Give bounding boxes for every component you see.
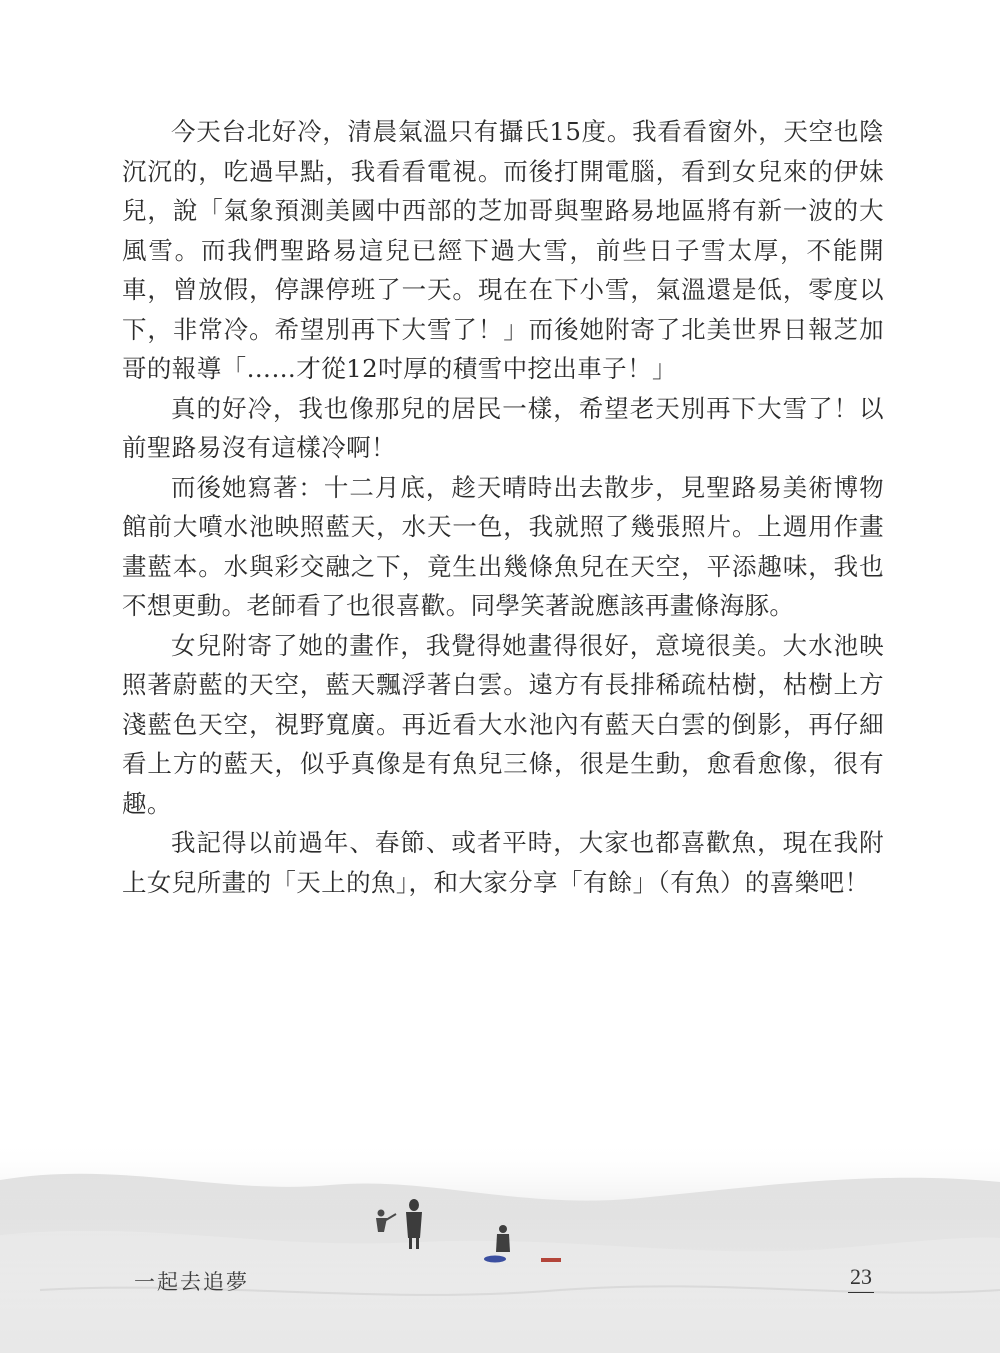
- snow-scene-illustration: [0, 1140, 1000, 1353]
- book-title: 一起去追夢: [134, 1270, 249, 1294]
- blue-sled: [484, 1256, 506, 1263]
- paragraph-1: 今天台北好冷，清晨氣溫只有攝氏15度。我看看窗外，天空也陰沉沉的，吃過早點，我看看電視。而後打開電腦，看到女兒來的伊妹兒，說「氣象預測美國中西部的芝加哥與聖路易地區將有新一波的大風雪。而我們聖路易這兒已經下過大雪，前些日子雪太厚，不能開車，曾放假，停課停班了一天。現在在下小雪，氣溫還是低，零度以下，非常冷。希望別再下大雪了！」而後她附寄了北美世界日報芝加哥的報導「……才從12吋厚的積雪中挖出車子！」: [122, 117, 884, 383]
- paragraph-2: 真的好冷，我也像那兒的居民一樣，希望老天別再下大雪了！以前聖路易沒有這樣冷啊！: [122, 393, 884, 462]
- article-body: [122, 112, 884, 902]
- paragraph-4: 女兒附寄了她的畫作，我覺得她畫得很好，意境很美。大水池映照著蔚藍的天空，藍天飄浮著白雲。遠方有長排稀疏枯樹，枯樹上方淺藍色天空，視野寬廣。再近看大水池內有藍天白雲的倒影，再仔細看上方的藍天，似乎真像是有魚兒三條，很是生動，愈看愈像，很有趣。: [122, 630, 884, 818]
- red-sled: [541, 1258, 561, 1262]
- page-number: 23: [848, 1264, 874, 1293]
- paragraph-5: 我記得以前過年、春節、或者平時，大家也都喜歡魚，現在我附上女兒所畫的「天上的魚」，和大家分享「有餘」（有魚）的喜樂吧！: [122, 828, 884, 897]
- paragraph-3: 而後她寫著：十二月底，趁天晴時出去散步，見聖路易美術博物館前大噴水池映照藍天，水天一色，我就照了幾張照片。上週用作畫畫藍本。水與彩交融之下，竟生出幾條魚兒在天空，平添趣味，我也不想更動。老師看了也很喜歡。同學笑著說應該再畫條海豚。: [122, 472, 884, 620]
